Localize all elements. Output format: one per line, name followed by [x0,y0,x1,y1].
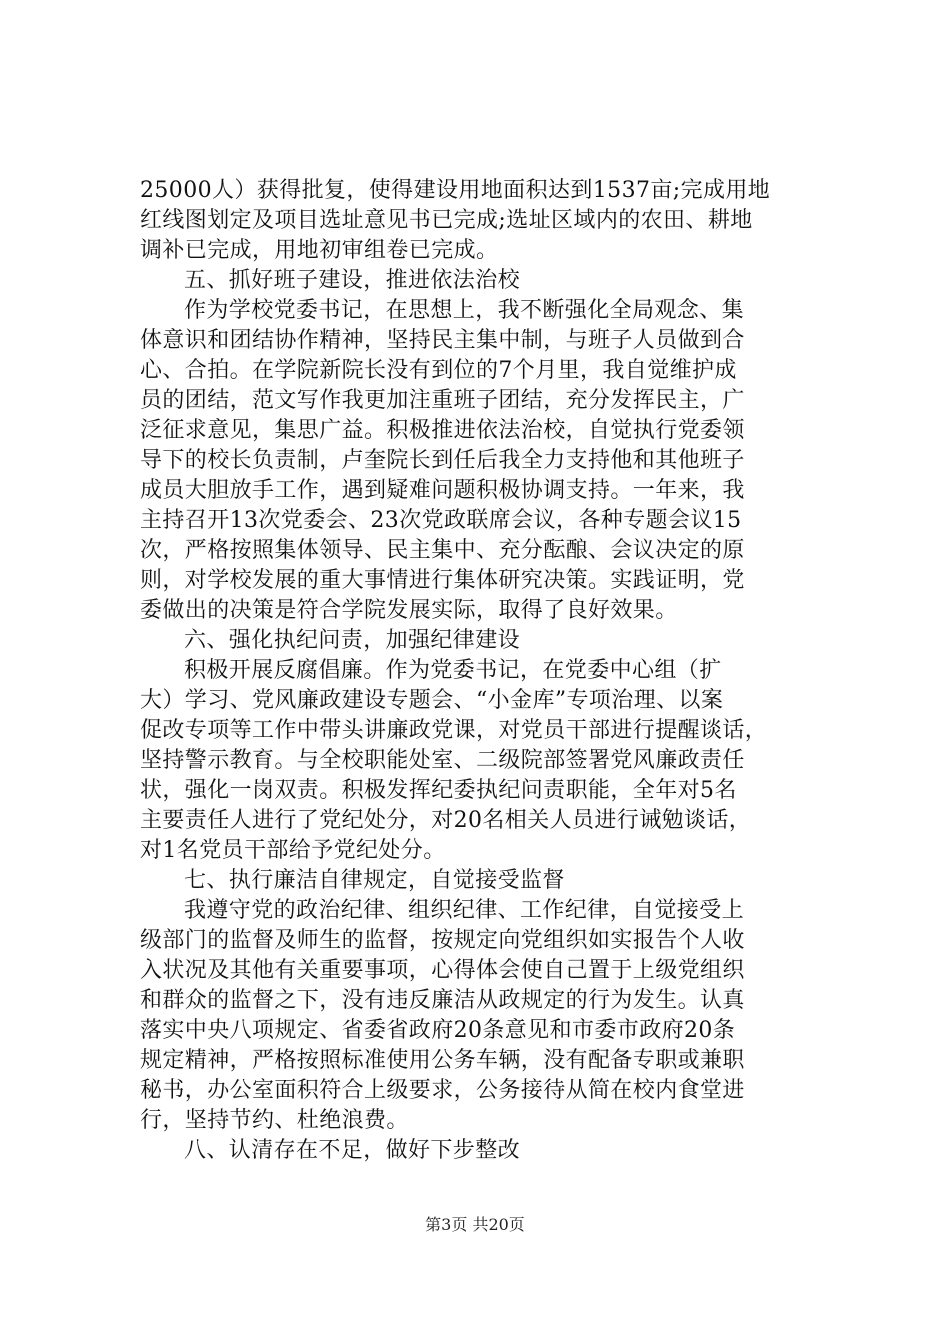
body-line: 入状况及其他有关重要事项，心得体会使自己置于上级党组织 [140,958,745,983]
section-heading: 八、认清存在不足，做好下步整改 [184,1138,521,1163]
body-line: 大）学习、党风廉政建设专题会、“小金库”专项治理、以案 [140,688,724,713]
body-line: 红线图划定及项目选址意见书已完成;选址区域内的农田、耕地 [140,208,753,233]
body-line: 主要责任人进行了党纪处分，对20名相关人员进行诫勉谈话， [140,808,752,833]
body-line: 调补已完成，用地初审组卷已完成。 [140,238,499,263]
body-line: 泛征求意见，集思广益。积极推进依法治校，自觉执行党委领 [140,418,745,443]
body-line: 则，对学校发展的重大事情进行集体研究决策。实践证明，党 [140,568,745,593]
body-line: 主持召开13次党委会、23次党政联席会议，各种专题会议15 [140,508,742,533]
body-line: 和群众的监督之下，没有违反廉洁从政规定的行为发生。认真 [140,988,745,1013]
paragraph-first-line: 我遵守党的政治纪律、组织纪律、工作纪律，自觉接受上 [184,898,745,923]
document-body [140,176,830,1166]
body-line: 25000人）获得批复，使得建设用地面积达到1537亩;完成用地 [140,178,771,203]
body-line: 员的团结，范文写作我更加注重班子团结，充分发挥民主，广 [140,388,745,413]
body-line: 成员大胆放手工作，遇到疑难问题积极协调支持。一年来，我 [140,478,745,503]
body-line: 级部门的监督及师生的监督，按规定向党组织如实报告个人收 [140,928,745,953]
body-line: 委做出的决策是符合学院发展实际，取得了良好效果。 [140,598,678,623]
section-heading: 五、抓好班子建设，推进依法治校 [184,268,521,293]
body-line: 规定精神，严格按照标准使用公务车辆，没有配备专职或兼职 [140,1048,745,1073]
body-line: 状，强化一岗双责。积极发挥纪委执纪问责职能，全年对5名 [140,778,737,803]
paragraph-first-line: 作为学校党委书记，在思想上，我不断强化全局观念、集 [184,298,745,323]
paragraph-first-line: 积极开展反腐倡廉。作为党委书记，在党委中心组（扩 [184,658,722,683]
body-line: 坚持警示教育。与全校职能处室、二级院部签署党风廉政责任 [140,748,745,773]
body-line: 对1名党员干部给予党纪处分。 [140,838,446,863]
body-line: 导下的校长负责制，卢奎院长到任后我全力支持他和其他班子 [140,448,745,473]
page-footer: 第3页 共20页 [425,1215,525,1234]
body-line: 体意识和团结协作精神，坚持民主集中制，与班子人员做到合 [140,328,745,353]
body-line: 秘书，办公室面积符合上级要求，公务接待从简在校内食堂进 [140,1078,745,1103]
section-heading: 六、强化执纪问责，加强纪律建设 [184,628,521,653]
body-line: 次，严格按照集体领导、民主集中、充分酝酿、会议决定的原 [140,538,745,563]
body-line: 心、合拍。在学院新院长没有到位的7个月里，我自觉维护成 [140,358,737,383]
section-heading: 七、执行廉洁自律规定，自觉接受监督 [184,868,565,893]
body-line: 促改专项等工作中带头讲廉政党课，对党员干部进行提醒谈话， [140,718,768,743]
body-line: 行，坚持节约、杜绝浪费。 [140,1108,409,1133]
body-line: 落实中央八项规定、省委省政府20条意见和市委市政府20条 [140,1018,736,1043]
